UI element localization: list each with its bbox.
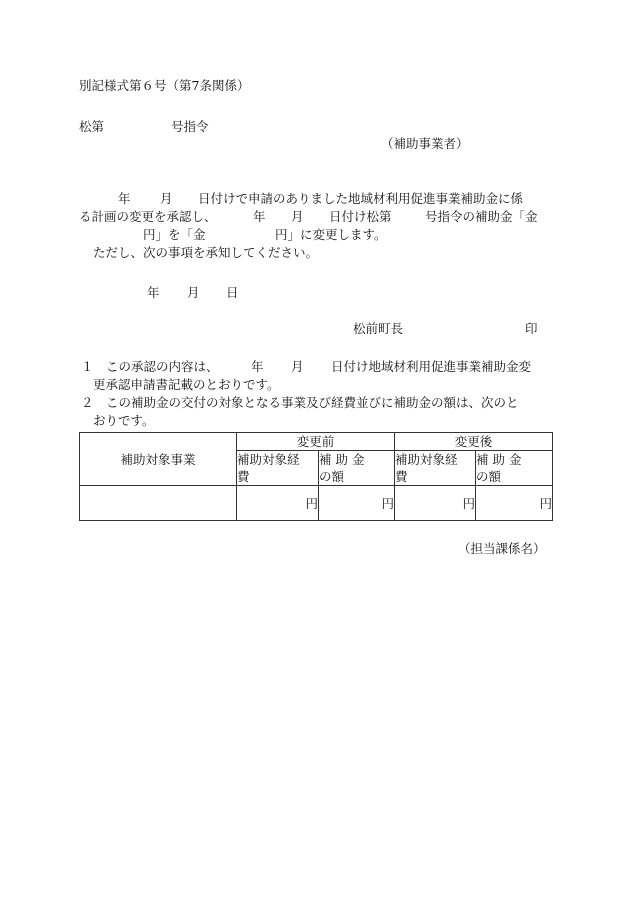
body-line3-a: 円」を「金 (143, 227, 206, 242)
header-before-amount: 補 助 金 の額 (319, 451, 395, 486)
date-month: 月 (187, 285, 200, 300)
seal-mark: 印 (525, 321, 538, 336)
department-label: （担当課係名） (458, 541, 546, 556)
cell-before-amount[interactable]: 円 (319, 486, 395, 521)
item2-text-b: おりです。 (93, 413, 155, 428)
reference-suffix: 号指令 (171, 119, 209, 134)
form-label: 別記様式第６号（第7条関係） (79, 78, 250, 93)
header-before: 変更前 (237, 433, 395, 451)
body-line2-year: 年 (253, 209, 266, 224)
item1-text-b: 日付け地域材利用促進事業補助金変 (331, 359, 532, 374)
subsidy-table (79, 432, 553, 521)
header-project: 補助対象事業 (80, 433, 237, 486)
body-line2-tail: 号指令の補助金「金 (425, 209, 538, 224)
reference-prefix: 松第 (79, 119, 105, 134)
body-line2-month: 月 (291, 209, 304, 224)
item1-number: １ (81, 359, 94, 374)
recipient-label: （補助事業者） (381, 136, 469, 151)
header-before-expense: 補助対象経 費 (237, 451, 319, 486)
date-day: 日 (226, 285, 239, 300)
cell-project[interactable] (80, 486, 237, 521)
header-after-amount: 補 助 金 の額 (476, 451, 553, 486)
body-month: 月 (160, 191, 173, 206)
header-after: 変更後 (395, 433, 553, 451)
body-line2-end: 日付け松第 (329, 209, 392, 224)
body-line1: 日付けで申請のありました地域材利用促進事業補助金に係 (198, 191, 524, 206)
body-line4: ただし、次の事項を承知してください。 (93, 245, 319, 260)
body-line3-b: 円」に変更します。 (275, 227, 387, 242)
item1-month: 月 (291, 359, 304, 374)
cell-after-expense[interactable]: 円 (395, 486, 476, 521)
signature-title: 松前町長 (353, 321, 404, 336)
body-line2-start: る計画の変更を承認し、 (79, 209, 217, 224)
item1-year: 年 (251, 359, 264, 374)
item2-number: ２ (81, 395, 94, 410)
date-year: 年 (147, 285, 160, 300)
cell-before-expense[interactable]: 円 (237, 486, 319, 521)
item2-text-a: この補助金の交付の対象となる事業及び経費並びに補助金の額は、次のと (106, 395, 519, 410)
cell-after-amount[interactable]: 円 (476, 486, 553, 521)
body-year: 年 (118, 191, 131, 206)
header-after-expense: 補助対象経 費 (395, 451, 476, 486)
item1-text-a: この承認の内容は、 (106, 359, 219, 374)
item1-text-c: 更承認申請書記載のとおりです。 (93, 377, 280, 392)
